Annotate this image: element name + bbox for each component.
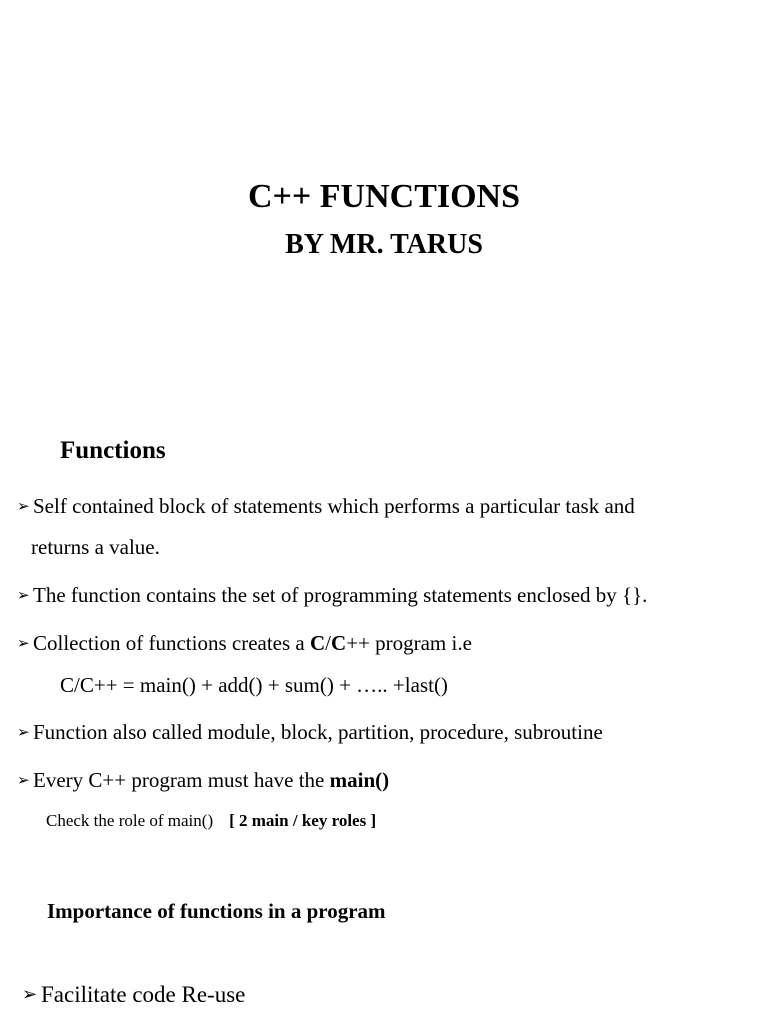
bullet-text: ++ program i.e bbox=[346, 631, 472, 655]
bullet-text: Function also called module, block, partition, procedure, subroutine bbox=[33, 720, 603, 744]
importance-heading: Importance of functions in a program bbox=[47, 899, 386, 923]
note-line bbox=[46, 811, 376, 831]
bullet-text: Every C++ program must have the bbox=[33, 768, 330, 792]
bullet-text: The function contains the set of programming statements enclosed by {}. bbox=[33, 583, 648, 607]
bullet-item bbox=[17, 582, 647, 609]
bold-text: C bbox=[310, 631, 326, 655]
document-title: C++ FUNCTIONS bbox=[247, 178, 521, 215]
section-heading: Functions bbox=[60, 437, 166, 464]
note-text: Check the role of main() bbox=[46, 811, 214, 830]
note-bold-text: [ 2 main / key roles ] bbox=[229, 811, 377, 830]
document-subtitle: BY MR. TARUS bbox=[285, 229, 483, 260]
arrow-bullet-icon: ➢ bbox=[17, 499, 30, 515]
bold-text: C bbox=[331, 631, 347, 655]
bullet-text: Facilitate code Re-use bbox=[41, 982, 246, 1007]
arrow-bullet-icon: ➢ bbox=[17, 636, 30, 652]
bullet-text: / bbox=[325, 631, 332, 655]
bullet-text: Collection of functions creates a bbox=[33, 631, 310, 655]
bold-text: main() bbox=[329, 768, 390, 792]
arrow-bullet-icon: ➢ bbox=[17, 773, 30, 789]
bullet-text: Self contained block of statements which performs a particular task and bbox=[33, 494, 635, 518]
arrow-bullet-icon: ➢ bbox=[17, 588, 30, 604]
bullet-continuation: returns a value. bbox=[31, 535, 160, 559]
arrow-bullet-icon: ➢ bbox=[22, 984, 38, 1004]
arrow-bullet-icon: ➢ bbox=[17, 725, 30, 741]
formula-line: C/C++ = main() + add() + sum() + ….. +last() bbox=[60, 673, 448, 697]
bullet-item bbox=[17, 493, 635, 520]
bullet-item bbox=[17, 630, 472, 657]
bullet-item bbox=[17, 719, 603, 746]
importance-bullet-item bbox=[22, 982, 245, 1008]
bullet-item bbox=[17, 767, 389, 794]
